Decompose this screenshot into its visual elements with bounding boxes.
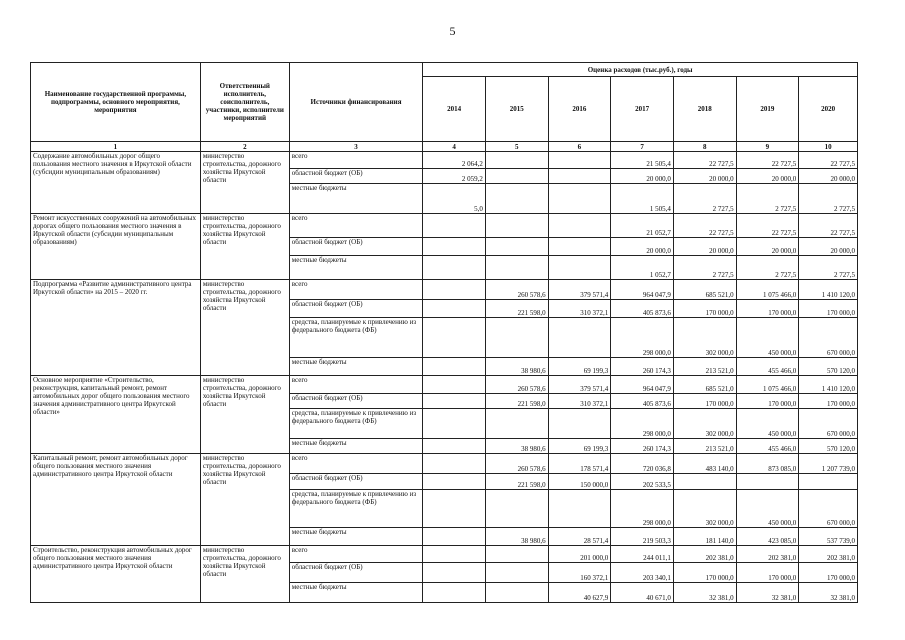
value-cell-2015 [485,318,548,358]
value-cell-2020: 570 120,0 [799,439,858,454]
value-cell-2015: 38 980,6 [485,528,548,546]
value-cell-2018: 685 521,0 [673,376,736,394]
header-estimate: Оценка расходов (тыс.руб.), годы [423,63,858,77]
value-cell-2018 [673,474,736,490]
funding-source: местные бюджеты [289,528,422,546]
value-cell-2018: 170 000,0 [673,394,736,409]
measure-responsible: министерство строительства, дорожного хозяйства Иркутской области [200,152,289,214]
value-cell-2020: 670 000,0 [799,409,858,439]
value-cell-2017: 260 174,3 [611,439,674,454]
measure-responsible: министерство строительства, дорожного хозяйства Иркутской области [200,454,289,546]
value-cell-2017: 720 036,8 [611,454,674,474]
value-cell-2018: 20 000,0 [673,238,736,256]
value-cell-2015: 260 578,6 [485,280,548,300]
value-cell-2019: 450 000,0 [736,490,799,528]
value-cell-2015 [485,214,548,238]
value-cell-2020: 1 410 120,0 [799,280,858,300]
value-cell-2016 [548,152,611,169]
value-cell-2020: 22 727,5 [799,152,858,169]
value-cell-2019: 1 075 466,0 [736,376,799,394]
value-cell-2017: 203 340,1 [611,563,674,583]
value-cell-2018: 170 000,0 [673,563,736,583]
measure-responsible: министерство строительства, дорожного хозяйства Иркутской области [200,214,289,280]
value-cell-2020: 170 000,0 [799,394,858,409]
column-index: 10 [799,142,858,152]
value-cell-2020: 570 120,0 [799,358,858,376]
value-cell-2020: 2 727,5 [799,256,858,280]
value-cell-2017: 202 533,5 [611,474,674,490]
value-cell-2017: 260 174,3 [611,358,674,376]
table-row [31,280,858,300]
table-row [31,546,858,563]
funding-source: всего [289,546,422,563]
value-cell-2014: 2 064,2 [423,152,486,169]
value-cell-2020: 170 000,0 [799,563,858,583]
header-sources: Источники финансирования [289,63,422,142]
value-cell-2017: 298 000,0 [611,318,674,358]
value-cell-2019: 202 381,0 [736,546,799,563]
value-cell-2018: 213 521,0 [673,358,736,376]
value-cell-2018: 22 727,5 [673,152,736,169]
value-cell-2016: 40 627,9 [548,583,611,603]
value-cell-2015: 221 598,0 [485,394,548,409]
value-cell-2016 [548,490,611,528]
value-cell-2014 [423,318,486,358]
value-cell-2014 [423,256,486,280]
value-cell-2020: 1 207 739,0 [799,454,858,474]
value-cell-2014 [423,546,486,563]
column-index: 2 [200,142,289,152]
value-cell-2018: 181 140,0 [673,528,736,546]
value-cell-2019: 1 075 466,0 [736,280,799,300]
value-cell-2017: 298 000,0 [611,490,674,528]
value-cell-2016: 379 571,4 [548,280,611,300]
value-cell-2017: 964 047,9 [611,280,674,300]
header-year-2020: 2020 [799,77,858,142]
value-cell-2019: 2 727,5 [736,184,799,214]
table-row [31,454,858,474]
value-cell-2019 [736,474,799,490]
funding-source: областной бюджет (ОБ) [289,300,422,318]
value-cell-2017: 1 052,7 [611,256,674,280]
value-cell-2017: 964 047,9 [611,376,674,394]
table-row [31,214,858,238]
header-year-2016: 2016 [548,77,611,142]
value-cell-2017: 21 505,4 [611,152,674,169]
value-cell-2015 [485,169,548,184]
table-row [31,152,858,169]
measure-responsible: министерство строительства, дорожного хозяйства Иркутской области [200,280,289,376]
funding-source: областной бюджет (ОБ) [289,394,422,409]
value-cell-2020: 32 381,0 [799,583,858,603]
value-cell-2020: 670 000,0 [799,318,858,358]
value-cell-2016 [548,214,611,238]
value-cell-2017: 298 000,0 [611,409,674,439]
value-cell-2017: 1 505,4 [611,184,674,214]
funding-source: областной бюджет (ОБ) [289,563,422,583]
value-cell-2017: 20 000,0 [611,169,674,184]
value-cell-2019: 170 000,0 [736,300,799,318]
value-cell-2014 [423,439,486,454]
column-index: 9 [736,142,799,152]
value-cell-2015 [485,409,548,439]
value-cell-2019: 450 000,0 [736,318,799,358]
value-cell-2016 [548,184,611,214]
value-cell-2016 [548,318,611,358]
value-cell-2016: 69 199,3 [548,439,611,454]
value-cell-2018: 2 727,5 [673,184,736,214]
value-cell-2018: 302 000,0 [673,490,736,528]
value-cell-2019: 170 000,0 [736,563,799,583]
measure-name: Строительство, реконструкция автомобильных дорог общего пользования местного значения административного центра Иркутской области [31,546,201,603]
funding-source: всего [289,376,422,394]
value-cell-2020: 202 381,0 [799,546,858,563]
funding-source: местные бюджеты [289,256,422,280]
measure-responsible: министерство строительства, дорожного хозяйства Иркутской области [200,376,289,454]
value-cell-2020: 1 410 120,0 [799,376,858,394]
value-cell-2018: 685 521,0 [673,280,736,300]
funding-source: местные бюджеты [289,583,422,603]
value-cell-2014: 2 059,2 [423,169,486,184]
value-cell-2018: 170 000,0 [673,300,736,318]
page-number: 5 [449,24,456,38]
header-name: Наименование государственной программы, подпрограммы, основного мероприятия, мероприятия [31,63,201,142]
value-cell-2018: 20 000,0 [673,169,736,184]
value-cell-2016 [548,238,611,256]
value-cell-2017: 405 873,6 [611,394,674,409]
budget-table [30,62,858,603]
value-cell-2015: 38 980,6 [485,358,548,376]
value-cell-2016: 178 571,4 [548,454,611,474]
column-index: 8 [673,142,736,152]
value-cell-2017: 21 052,7 [611,214,674,238]
value-cell-2015 [485,152,548,169]
column-index: 5 [485,142,548,152]
value-cell-2015 [485,546,548,563]
value-cell-2020: 670 000,0 [799,490,858,528]
value-cell-2017: 219 503,3 [611,528,674,546]
value-cell-2019: 455 466,0 [736,358,799,376]
value-cell-2014 [423,563,486,583]
value-cell-2014 [423,376,486,394]
column-index: 3 [289,142,422,152]
value-cell-2014 [423,300,486,318]
value-cell-2015 [485,583,548,603]
funding-source: местные бюджеты [289,439,422,454]
value-cell-2020: 22 727,5 [799,214,858,238]
value-cell-2018: 2 727,5 [673,256,736,280]
column-index: 1 [31,142,201,152]
value-cell-2015 [485,184,548,214]
value-cell-2014 [423,409,486,439]
value-cell-2016: 69 199,3 [548,358,611,376]
value-cell-2017: 405 873,6 [611,300,674,318]
table-row [31,376,858,394]
value-cell-2019: 20 000,0 [736,238,799,256]
column-index: 6 [548,142,611,152]
measure-name: Капитальный ремонт, ремонт автомобильных дорог общего пользования местного значения административного центра Иркутской области [31,454,201,546]
funding-source: всего [289,454,422,474]
value-cell-2015 [485,563,548,583]
column-index: 4 [423,142,486,152]
value-cell-2016: 201 000,0 [548,546,611,563]
funding-source: областной бюджет (ОБ) [289,238,422,256]
header-year-2019: 2019 [736,77,799,142]
value-cell-2014 [423,490,486,528]
header-year-2015: 2015 [485,77,548,142]
value-cell-2014 [423,583,486,603]
value-cell-2015: 260 578,6 [485,376,548,394]
value-cell-2019: 22 727,5 [736,152,799,169]
value-cell-2015: 221 598,0 [485,300,548,318]
value-cell-2015: 221 598,0 [485,474,548,490]
value-cell-2014 [423,454,486,474]
value-cell-2016: 150 000,0 [548,474,611,490]
funding-source: всего [289,152,422,169]
value-cell-2014 [423,280,486,300]
funding-source: областной бюджет (ОБ) [289,169,422,184]
value-cell-2014: 5,0 [423,184,486,214]
header-responsible: Ответственный исполнитель, соисполнитель, участники, исполнители мероприятий [200,63,289,142]
value-cell-2014 [423,474,486,490]
value-cell-2014 [423,528,486,546]
value-cell-2020: 2 727,5 [799,184,858,214]
measure-name: Основное мероприятие «Строительство, реконструкция, капитальный ремонт, ремонт автомобильных дорог общего пользования местного значения административного центра Иркутской области» [31,376,201,454]
header-year-2017: 2017 [611,77,674,142]
value-cell-2016 [548,409,611,439]
value-cell-2019: 455 466,0 [736,439,799,454]
value-cell-2020: 537 739,0 [799,528,858,546]
measure-name: Ремонт искусственных сооружений на автомобильных дорогах общего пользования местного значения в Иркутской области (субсидии муниципальным образованиям) [31,214,201,280]
value-cell-2019: 22 727,5 [736,214,799,238]
value-cell-2015 [485,490,548,528]
value-cell-2020: 20 000,0 [799,238,858,256]
funding-source: средства, планируемые к привлечению из федерального бюджета (ФБ) [289,318,422,358]
value-cell-2018: 213 521,0 [673,439,736,454]
funding-source: областной бюджет (ОБ) [289,474,422,490]
value-cell-2020: 170 000,0 [799,300,858,318]
header-year-2014: 2014 [423,77,486,142]
value-cell-2016 [548,256,611,280]
value-cell-2014 [423,394,486,409]
value-cell-2014 [423,214,486,238]
measure-name: Подпрограмма «Развитие административного центра Иркутской области» на 2015 – 2020 гг. [31,280,201,376]
value-cell-2019: 32 381,0 [736,583,799,603]
value-cell-2016: 379 571,4 [548,376,611,394]
funding-source: местные бюджеты [289,184,422,214]
value-cell-2016: 310 372,1 [548,394,611,409]
measure-name: Содержание автомобильных дорог общего пользования местного значения в Иркутской области (субсидии муниципальным образованиям) [31,152,201,214]
header-year-2018: 2018 [673,77,736,142]
value-cell-2017: 20 000,0 [611,238,674,256]
value-cell-2019: 20 000,0 [736,169,799,184]
value-cell-2016: 310 372,1 [548,300,611,318]
value-cell-2015: 38 980,6 [485,439,548,454]
value-cell-2015 [485,238,548,256]
funding-source: средства, планируемые к привлечению из федерального бюджета (ФБ) [289,409,422,439]
value-cell-2018: 302 000,0 [673,318,736,358]
value-cell-2018: 483 140,0 [673,454,736,474]
value-cell-2015 [485,256,548,280]
value-cell-2016 [548,169,611,184]
value-cell-2014 [423,238,486,256]
value-cell-2014 [423,358,486,376]
column-index: 7 [611,142,674,152]
value-cell-2015: 260 578,6 [485,454,548,474]
funding-source: всего [289,214,422,238]
value-cell-2019: 423 085,0 [736,528,799,546]
funding-source: всего [289,280,422,300]
value-cell-2019: 170 000,0 [736,394,799,409]
value-cell-2019: 873 085,0 [736,454,799,474]
measure-responsible: министерство строительства, дорожного хозяйства Иркутской области [200,546,289,603]
value-cell-2019: 450 000,0 [736,409,799,439]
value-cell-2020: 20 000,0 [799,169,858,184]
value-cell-2016: 28 571,4 [548,528,611,546]
value-cell-2017: 40 671,0 [611,583,674,603]
value-cell-2018: 22 727,5 [673,214,736,238]
value-cell-2018: 302 000,0 [673,409,736,439]
funding-source: средства, планируемые к привлечению из федерального бюджета (ФБ) [289,490,422,528]
value-cell-2018: 202 381,0 [673,546,736,563]
value-cell-2019: 2 727,5 [736,256,799,280]
value-cell-2020 [799,474,858,490]
value-cell-2016: 160 372,1 [548,563,611,583]
funding-source: местные бюджеты [289,358,422,376]
value-cell-2017: 244 011,1 [611,546,674,563]
value-cell-2018: 32 381,0 [673,583,736,603]
